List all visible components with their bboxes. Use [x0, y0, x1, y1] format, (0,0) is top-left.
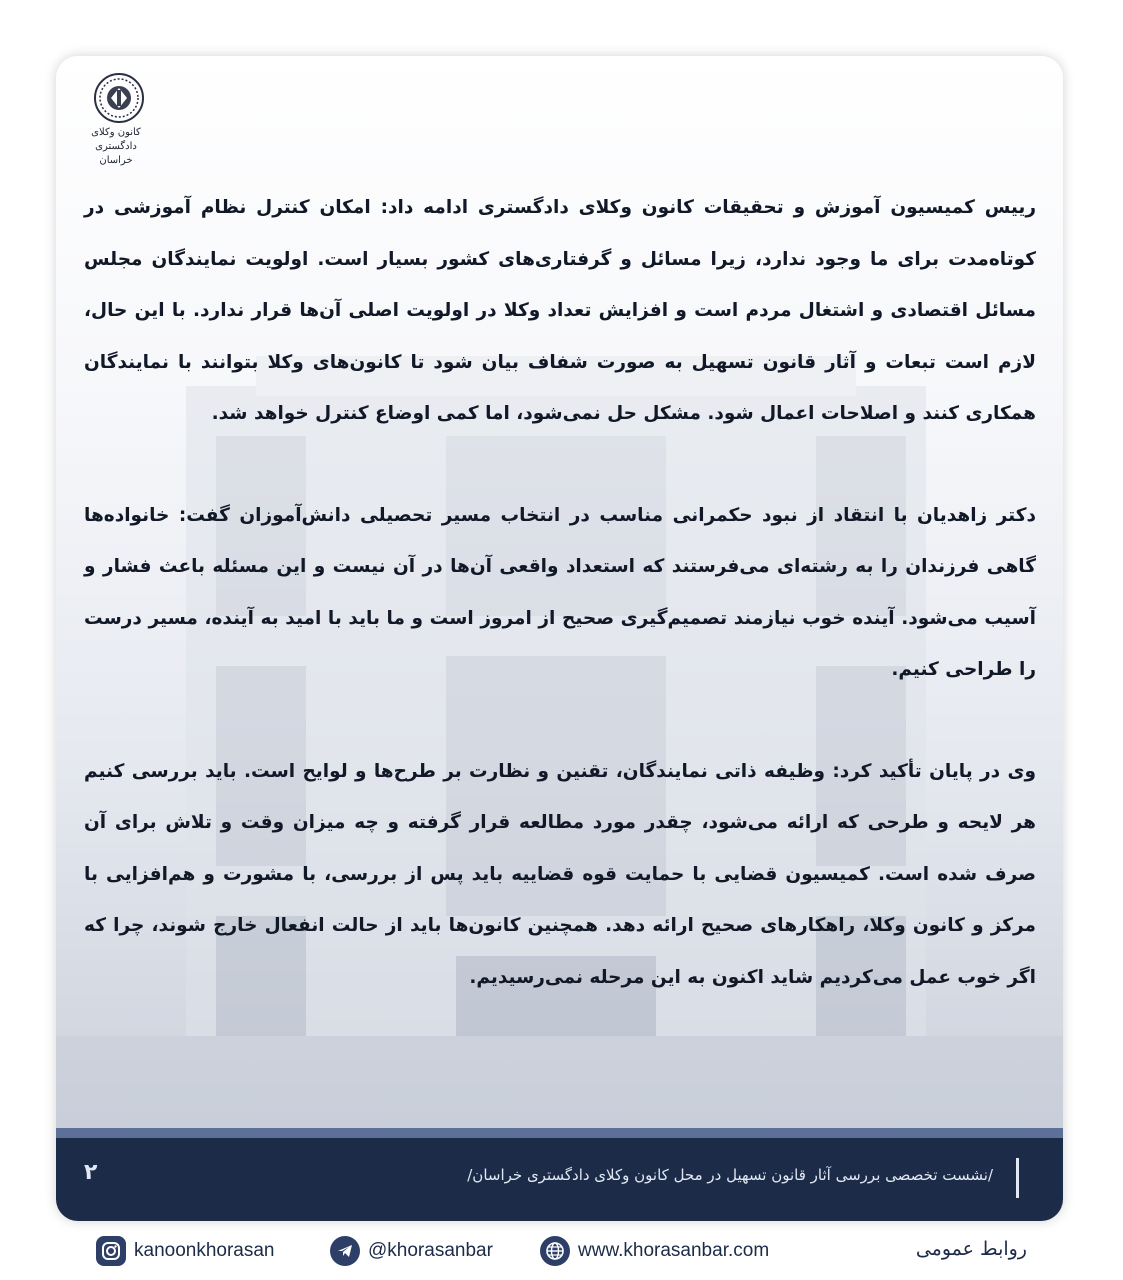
footer-bar — [56, 1128, 1063, 1221]
instagram-link[interactable] — [96, 1236, 275, 1266]
globe-icon — [540, 1236, 570, 1266]
telegram-link[interactable] — [330, 1236, 493, 1266]
paragraph-1: رییس کمیسیون آموزش و تحقیقات کانون وکلای دادگستری ادامه داد: امکان کنترل نظام آموزشی در کوتاه‌مدت برای ما وجود ندارد، زیرا مسائل و گرفتاری‌های کشور بسیار است. اولویت نمایندگان مجلس مسائل اقتصادی و اشتغال مردم است و افزایش تعداد وکلا در اولویت اصلی آن‌ها قرار ندارد. با این حال، لازم است تبعات و آثار قانون تسهیل به صورت شفاف بیان شود تا کانون‌های وکلا بتوانند با نمایندگان همکاری کنند و اصلاحات اعمال شود. مشکل حل نمی‌شود، اما کمی اوضاع کنترل خواهد شد. — [84, 197, 1036, 424]
footer-caption: /نشست تخصصی بررسی آثار قانون تسهیل در محل کانون وکلای دادگستری خراسان/ — [467, 1166, 993, 1184]
instagram-handle: kanoonkhorasan — [134, 1240, 275, 1261]
logo-caption-line1: کانون وکلای دادگستری — [91, 127, 141, 152]
contact-bar — [0, 1222, 1123, 1280]
telegram-icon — [330, 1236, 360, 1266]
website-link[interactable] — [540, 1236, 769, 1266]
document-card — [56, 56, 1063, 1221]
logo-caption — [76, 126, 156, 168]
paragraph-2: دکتر زاهدیان با انتقاد از نبود حکمرانی مناسب در انتخاب مسیر تحصیلی دانش‌آموزان گفت: خانواده‌ها گاهی فرزندان را به رشته‌ای می‌فرستند که استعداد واقعی آن‌ها در آن نیست و این مسئله باعث فشار و آسیب می‌شود. آینده خوب نیازمند تصمیم‌گیری صحیح از امروز است و ما باید با امید به آینده، مسیر درست را طراحی کنیم. — [84, 504, 1036, 680]
page-number: ۲ — [84, 1160, 98, 1185]
footer-accent-stripe — [56, 1128, 1063, 1138]
instagram-icon — [96, 1236, 126, 1266]
footer-divider — [1016, 1158, 1019, 1198]
article-body — [84, 182, 1036, 1053]
website-url: www.khorasanbar.com — [578, 1240, 770, 1261]
telegram-handle: @khorasanbar — [368, 1240, 493, 1261]
paragraph-3: وی در پایان تأکید کرد: وظیفه ذاتی نمایندگان، تقنین و نظارت بر طرح‌ها و لوایح است. باید بررسی کنیم هر لایحه و طرحی که ارائه می‌شود، چقدر مورد مطالعه قرار گرفته و چه میزان وقت و تلاش برای آن صرف شده است. کمیسیون قضایی با حمایت قوه قضاییه باید پس از بررسی، با مشورت و هم‌افزایی با مرکز و کانون وکلا، راهکارهای صحیح ارائه دهد. همچنین کانون‌ها باید از حالت انفعال خارج شوند، چرا که اگر خوب عمل می‌کردیم شاید اکنون به این مرحله نمی‌رسیدیم. — [84, 760, 1036, 988]
logo-caption-line2: خراسان — [99, 155, 133, 166]
department-label: روابط عمومی — [915, 1238, 1027, 1260]
